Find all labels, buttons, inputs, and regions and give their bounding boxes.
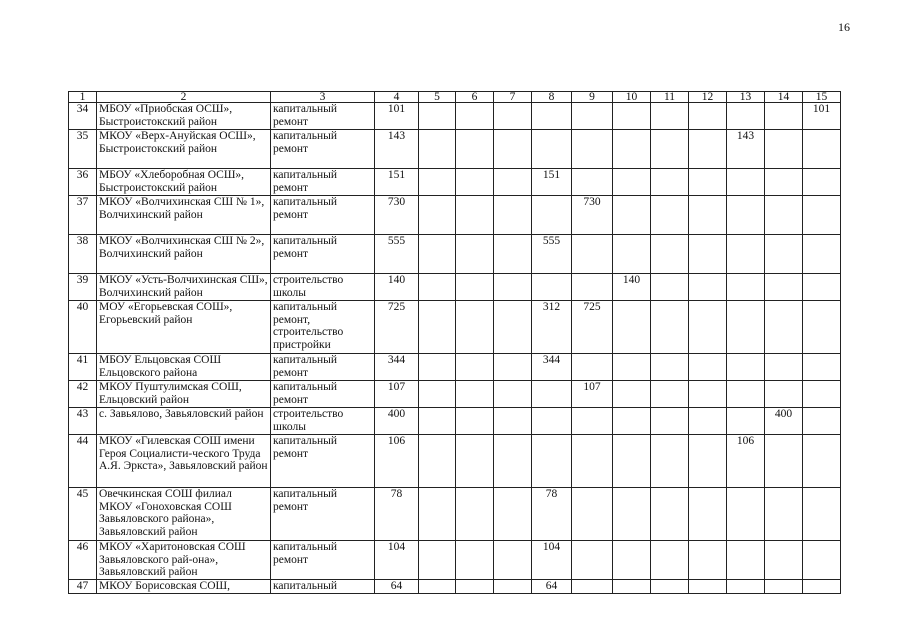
header-cell: 14: [765, 92, 803, 103]
table-row: [69, 130, 841, 169]
value-cell-c6: [456, 435, 494, 488]
value-cell-c12: [689, 103, 727, 130]
value-cell-c14: [765, 541, 803, 580]
value-cell-c10: [613, 103, 651, 130]
value-cell-c4: 555: [375, 235, 419, 274]
value-cell-c15: [803, 488, 841, 541]
value-cell-c11: [651, 580, 689, 594]
table-row: [69, 103, 841, 130]
value-cell-c12: [689, 301, 727, 354]
work-type-cell: капитальный ремонт: [271, 169, 375, 196]
value-cell-c6: [456, 301, 494, 354]
table-row: [69, 381, 841, 408]
value-cell-c6: [456, 196, 494, 235]
header-cell: 5: [419, 92, 456, 103]
row-number-cell: 35: [69, 130, 97, 169]
value-cell-c8: [532, 408, 572, 435]
value-cell-c9: 725: [572, 301, 613, 354]
value-cell-c4: 140: [375, 274, 419, 301]
row-number-cell: 39: [69, 274, 97, 301]
value-cell-c7: [494, 580, 532, 594]
value-cell-c9: [572, 235, 613, 274]
value-cell-c12: [689, 580, 727, 594]
header-cell: 3: [271, 92, 375, 103]
table-row: [69, 541, 841, 580]
value-cell-c10: 140: [613, 274, 651, 301]
value-cell-c5: [419, 580, 456, 594]
value-cell-c7: [494, 103, 532, 130]
value-cell-c12: [689, 130, 727, 169]
page-number: 16: [838, 20, 850, 34]
value-cell-c5: [419, 103, 456, 130]
value-cell-c4: 725: [375, 301, 419, 354]
header-cell: 7: [494, 92, 532, 103]
value-cell-c12: [689, 274, 727, 301]
value-cell-c5: [419, 488, 456, 541]
row-number-cell: 43: [69, 408, 97, 435]
table-row: [69, 408, 841, 435]
row-number-cell: 38: [69, 235, 97, 274]
value-cell-c15: [803, 381, 841, 408]
value-cell-c10: [613, 580, 651, 594]
header-cell: 13: [727, 92, 765, 103]
value-cell-c6: [456, 169, 494, 196]
value-cell-c13: [727, 301, 765, 354]
value-cell-c14: [765, 381, 803, 408]
value-cell-c7: [494, 130, 532, 169]
value-cell-c6: [456, 235, 494, 274]
header-cell: 15: [803, 92, 841, 103]
work-type-cell: капитальный ремонт: [271, 235, 375, 274]
value-cell-c11: [651, 130, 689, 169]
value-cell-c10: [613, 381, 651, 408]
value-cell-c6: [456, 541, 494, 580]
value-cell-c9: [572, 130, 613, 169]
value-cell-c10: [613, 488, 651, 541]
work-type-cell: строительство школы: [271, 274, 375, 301]
header-cell: 2: [97, 92, 271, 103]
school-name-cell: МКОУ «Харитоновская СОШ Завьяловского рай-она», Завьяловский район: [97, 541, 271, 580]
value-cell-c12: [689, 196, 727, 235]
school-name-cell: МБОУ «Хлеборобная ОСШ», Быстроистокский район: [97, 169, 271, 196]
work-type-cell: капитальный: [271, 580, 375, 594]
work-type-cell: капитальный ремонт: [271, 488, 375, 541]
value-cell-c4: 151: [375, 169, 419, 196]
row-number-cell: 42: [69, 381, 97, 408]
row-number-cell: 44: [69, 435, 97, 488]
value-cell-c5: [419, 235, 456, 274]
value-cell-c14: [765, 301, 803, 354]
table-row: [69, 196, 841, 235]
value-cell-c6: [456, 274, 494, 301]
table-row: [69, 435, 841, 488]
school-name-cell: МКОУ «Усть-Волчихинская СШ», Волчихинский район: [97, 274, 271, 301]
value-cell-c7: [494, 354, 532, 381]
value-cell-c13: [727, 103, 765, 130]
value-cell-c8: [532, 196, 572, 235]
value-cell-c8: [532, 103, 572, 130]
school-name-cell: МКОУ «Волчихинская СШ № 2», Волчихинский район: [97, 235, 271, 274]
value-cell-c14: [765, 103, 803, 130]
work-type-cell: капитальный ремонт: [271, 381, 375, 408]
value-cell-c6: [456, 103, 494, 130]
value-cell-c8: 312: [532, 301, 572, 354]
value-cell-c7: [494, 196, 532, 235]
value-cell-c11: [651, 196, 689, 235]
value-cell-c13: [727, 354, 765, 381]
row-number-cell: 41: [69, 354, 97, 381]
table-row: [69, 235, 841, 274]
header-cell: 4: [375, 92, 419, 103]
value-cell-c5: [419, 169, 456, 196]
value-cell-c14: [765, 580, 803, 594]
value-cell-c11: [651, 488, 689, 541]
value-cell-c5: [419, 354, 456, 381]
school-name-cell: МКОУ Пуштулимская СОШ, Ельцовский район: [97, 381, 271, 408]
header-cell: 11: [651, 92, 689, 103]
value-cell-c14: [765, 130, 803, 169]
value-cell-c9: [572, 274, 613, 301]
value-cell-c13: [727, 541, 765, 580]
value-cell-c11: [651, 408, 689, 435]
value-cell-c5: [419, 196, 456, 235]
value-cell-c9: [572, 580, 613, 594]
value-cell-c13: [727, 580, 765, 594]
value-cell-c10: [613, 408, 651, 435]
value-cell-c10: [613, 354, 651, 381]
school-name-cell: МКОУ «Гилевская СОШ имени Героя Социалисти-ческого Труда А.Я. Эркста», Завьяловский район: [97, 435, 271, 488]
value-cell-c13: [727, 381, 765, 408]
value-cell-c9: [572, 408, 613, 435]
value-cell-c4: 730: [375, 196, 419, 235]
value-cell-c14: [765, 196, 803, 235]
value-cell-c6: [456, 580, 494, 594]
value-cell-c8: 344: [532, 354, 572, 381]
table-row: [69, 169, 841, 196]
value-cell-c10: [613, 541, 651, 580]
value-cell-c12: [689, 169, 727, 196]
value-cell-c7: [494, 301, 532, 354]
value-cell-c14: 400: [765, 408, 803, 435]
data-table: [68, 91, 841, 594]
value-cell-c7: [494, 435, 532, 488]
school-name-cell: Овечкинская СОШ филиал МКОУ «Гоноховская СОШ Завьяловского района», Завьяловский район: [97, 488, 271, 541]
value-cell-c15: 101: [803, 103, 841, 130]
value-cell-c9: [572, 103, 613, 130]
value-cell-c4: 107: [375, 381, 419, 408]
header-cell: 8: [532, 92, 572, 103]
school-name-cell: МОУ «Егорьевская СОШ», Егорьевский район: [97, 301, 271, 354]
value-cell-c8: [532, 130, 572, 169]
row-number-cell: 37: [69, 196, 97, 235]
value-cell-c4: 78: [375, 488, 419, 541]
value-cell-c13: [727, 196, 765, 235]
value-cell-c7: [494, 408, 532, 435]
work-type-cell: капитальный ремонт: [271, 103, 375, 130]
value-cell-c7: [494, 274, 532, 301]
work-type-cell: капитальный ремонт: [271, 354, 375, 381]
value-cell-c5: [419, 381, 456, 408]
value-cell-c8: [532, 381, 572, 408]
value-cell-c15: [803, 435, 841, 488]
value-cell-c4: 101: [375, 103, 419, 130]
school-name-cell: МКОУ «Верх-Ануйская ОСШ», Быстроистокский район: [97, 130, 271, 169]
value-cell-c4: 344: [375, 354, 419, 381]
value-cell-c13: [727, 408, 765, 435]
value-cell-c15: [803, 196, 841, 235]
value-cell-c10: [613, 130, 651, 169]
value-cell-c5: [419, 301, 456, 354]
value-cell-c12: [689, 408, 727, 435]
table-row: [69, 580, 841, 594]
value-cell-c4: 64: [375, 580, 419, 594]
value-cell-c6: [456, 354, 494, 381]
table-row: [69, 354, 841, 381]
value-cell-c10: [613, 235, 651, 274]
value-cell-c11: [651, 235, 689, 274]
value-cell-c8: [532, 274, 572, 301]
value-cell-c11: [651, 103, 689, 130]
value-cell-c11: [651, 541, 689, 580]
value-cell-c9: [572, 488, 613, 541]
value-cell-c13: [727, 274, 765, 301]
value-cell-c14: [765, 274, 803, 301]
work-type-cell: строительство школы: [271, 408, 375, 435]
value-cell-c15: [803, 130, 841, 169]
value-cell-c11: [651, 274, 689, 301]
value-cell-c15: [803, 354, 841, 381]
row-number-cell: 34: [69, 103, 97, 130]
value-cell-c15: [803, 301, 841, 354]
value-cell-c7: [494, 235, 532, 274]
value-cell-c12: [689, 488, 727, 541]
value-cell-c10: [613, 169, 651, 196]
value-cell-c6: [456, 381, 494, 408]
value-cell-c12: [689, 235, 727, 274]
value-cell-c15: [803, 408, 841, 435]
value-cell-c15: [803, 580, 841, 594]
value-cell-c4: 106: [375, 435, 419, 488]
school-name-cell: с. Завьялово, Завьяловский район: [97, 408, 271, 435]
value-cell-c8: 151: [532, 169, 572, 196]
work-type-cell: капитальный ремонт: [271, 435, 375, 488]
value-cell-c12: [689, 354, 727, 381]
value-cell-c7: [494, 541, 532, 580]
value-cell-c12: [689, 435, 727, 488]
value-cell-c9: 107: [572, 381, 613, 408]
value-cell-c8: 104: [532, 541, 572, 580]
value-cell-c8: 555: [532, 235, 572, 274]
value-cell-c9: [572, 354, 613, 381]
school-name-cell: МБОУ «Приобская ОСШ», Быстроистокский район: [97, 103, 271, 130]
value-cell-c14: [765, 435, 803, 488]
header-cell: 10: [613, 92, 651, 103]
row-number-cell: 45: [69, 488, 97, 541]
value-cell-c5: [419, 408, 456, 435]
value-cell-c6: [456, 488, 494, 541]
row-number-cell: 36: [69, 169, 97, 196]
value-cell-c7: [494, 169, 532, 196]
work-type-cell: капитальный ремонт: [271, 196, 375, 235]
table-row: [69, 274, 841, 301]
value-cell-c8: 64: [532, 580, 572, 594]
table-row: [69, 488, 841, 541]
header-row: [69, 92, 841, 103]
value-cell-c6: [456, 130, 494, 169]
school-name-cell: МБОУ Ельцовская СОШ Ельцовского района: [97, 354, 271, 381]
value-cell-c12: [689, 541, 727, 580]
work-type-cell: капитальный ремонт, строительство пристройки: [271, 301, 375, 354]
value-cell-c12: [689, 381, 727, 408]
value-cell-c10: [613, 435, 651, 488]
value-cell-c13: [727, 235, 765, 274]
row-number-cell: 40: [69, 301, 97, 354]
value-cell-c8: 78: [532, 488, 572, 541]
table-body: [69, 103, 841, 594]
value-cell-c4: 143: [375, 130, 419, 169]
table-row: [69, 301, 841, 354]
value-cell-c15: [803, 541, 841, 580]
value-cell-c4: 104: [375, 541, 419, 580]
value-cell-c5: [419, 130, 456, 169]
value-cell-c9: 730: [572, 196, 613, 235]
value-cell-c6: [456, 408, 494, 435]
value-cell-c7: [494, 381, 532, 408]
row-number-cell: 46: [69, 541, 97, 580]
header-cell: 1: [69, 92, 97, 103]
value-cell-c15: [803, 274, 841, 301]
value-cell-c9: [572, 435, 613, 488]
header-cell: 6: [456, 92, 494, 103]
value-cell-c10: [613, 196, 651, 235]
value-cell-c13: 106: [727, 435, 765, 488]
value-cell-c9: [572, 169, 613, 196]
work-type-cell: капитальный ремонт: [271, 130, 375, 169]
value-cell-c11: [651, 169, 689, 196]
value-cell-c7: [494, 488, 532, 541]
value-cell-c14: [765, 488, 803, 541]
value-cell-c14: [765, 354, 803, 381]
value-cell-c5: [419, 541, 456, 580]
value-cell-c11: [651, 354, 689, 381]
value-cell-c11: [651, 381, 689, 408]
value-cell-c8: [532, 435, 572, 488]
value-cell-c5: [419, 435, 456, 488]
value-cell-c4: 400: [375, 408, 419, 435]
value-cell-c11: [651, 435, 689, 488]
row-number-cell: 47: [69, 580, 97, 594]
value-cell-c13: [727, 169, 765, 196]
work-type-cell: капитальный ремонт: [271, 541, 375, 580]
value-cell-c15: [803, 169, 841, 196]
value-cell-c13: 143: [727, 130, 765, 169]
school-name-cell: МКОУ «Волчихинская СШ № 1», Волчихинский район: [97, 196, 271, 235]
value-cell-c9: [572, 541, 613, 580]
value-cell-c14: [765, 169, 803, 196]
value-cell-c10: [613, 301, 651, 354]
value-cell-c15: [803, 235, 841, 274]
header-cell: 12: [689, 92, 727, 103]
value-cell-c11: [651, 301, 689, 354]
value-cell-c13: [727, 488, 765, 541]
value-cell-c5: [419, 274, 456, 301]
value-cell-c14: [765, 235, 803, 274]
school-name-cell: МКОУ Борисовская СОШ,: [97, 580, 271, 594]
header-cell: 9: [572, 92, 613, 103]
